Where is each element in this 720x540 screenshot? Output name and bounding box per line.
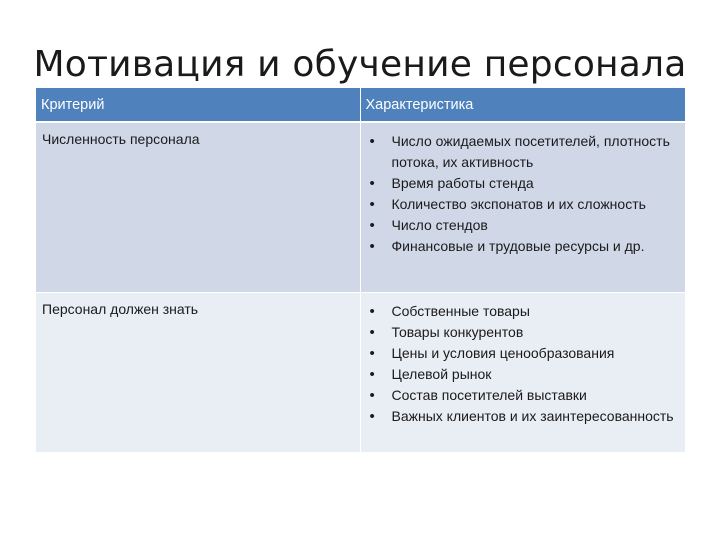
characteristic-cell xyxy=(360,292,685,452)
table-row xyxy=(36,122,685,292)
list-item: • Число ожидаемых посетителей, плотность потока, их активность xyxy=(367,131,681,173)
list-item: • Количество экспонатов и их сложность xyxy=(367,194,681,215)
list-item: • Цены и условия ценообразования xyxy=(367,343,681,364)
list-item: • Время работы стенда xyxy=(367,173,681,194)
header-characteristic: Характеристика xyxy=(360,88,685,122)
list-item: • Состав посетителей выставки xyxy=(367,385,681,406)
bullet-list xyxy=(367,131,681,257)
list-item: • Важных клиентов и их заинтересованность xyxy=(367,406,681,427)
table-row xyxy=(36,292,685,452)
criterion-cell: Численность персонала xyxy=(36,122,360,292)
criteria-table xyxy=(36,88,685,452)
header-criterion: Критерий xyxy=(36,88,360,122)
characteristic-cell xyxy=(360,122,685,292)
bullet-list xyxy=(367,301,681,427)
slide-title: Мотивация и обучение персонала xyxy=(33,44,687,85)
list-item: • Товары конкурентов xyxy=(367,322,681,343)
table-header-row xyxy=(36,88,685,122)
list-item: • Целевой рынок xyxy=(367,364,681,385)
criterion-cell: Персонал должен знать xyxy=(36,292,360,452)
list-item: • Собственные товары xyxy=(367,301,681,322)
list-item: • Финансовые и трудовые ресурсы и др. xyxy=(367,236,681,257)
list-item: • Число стендов xyxy=(367,215,681,236)
